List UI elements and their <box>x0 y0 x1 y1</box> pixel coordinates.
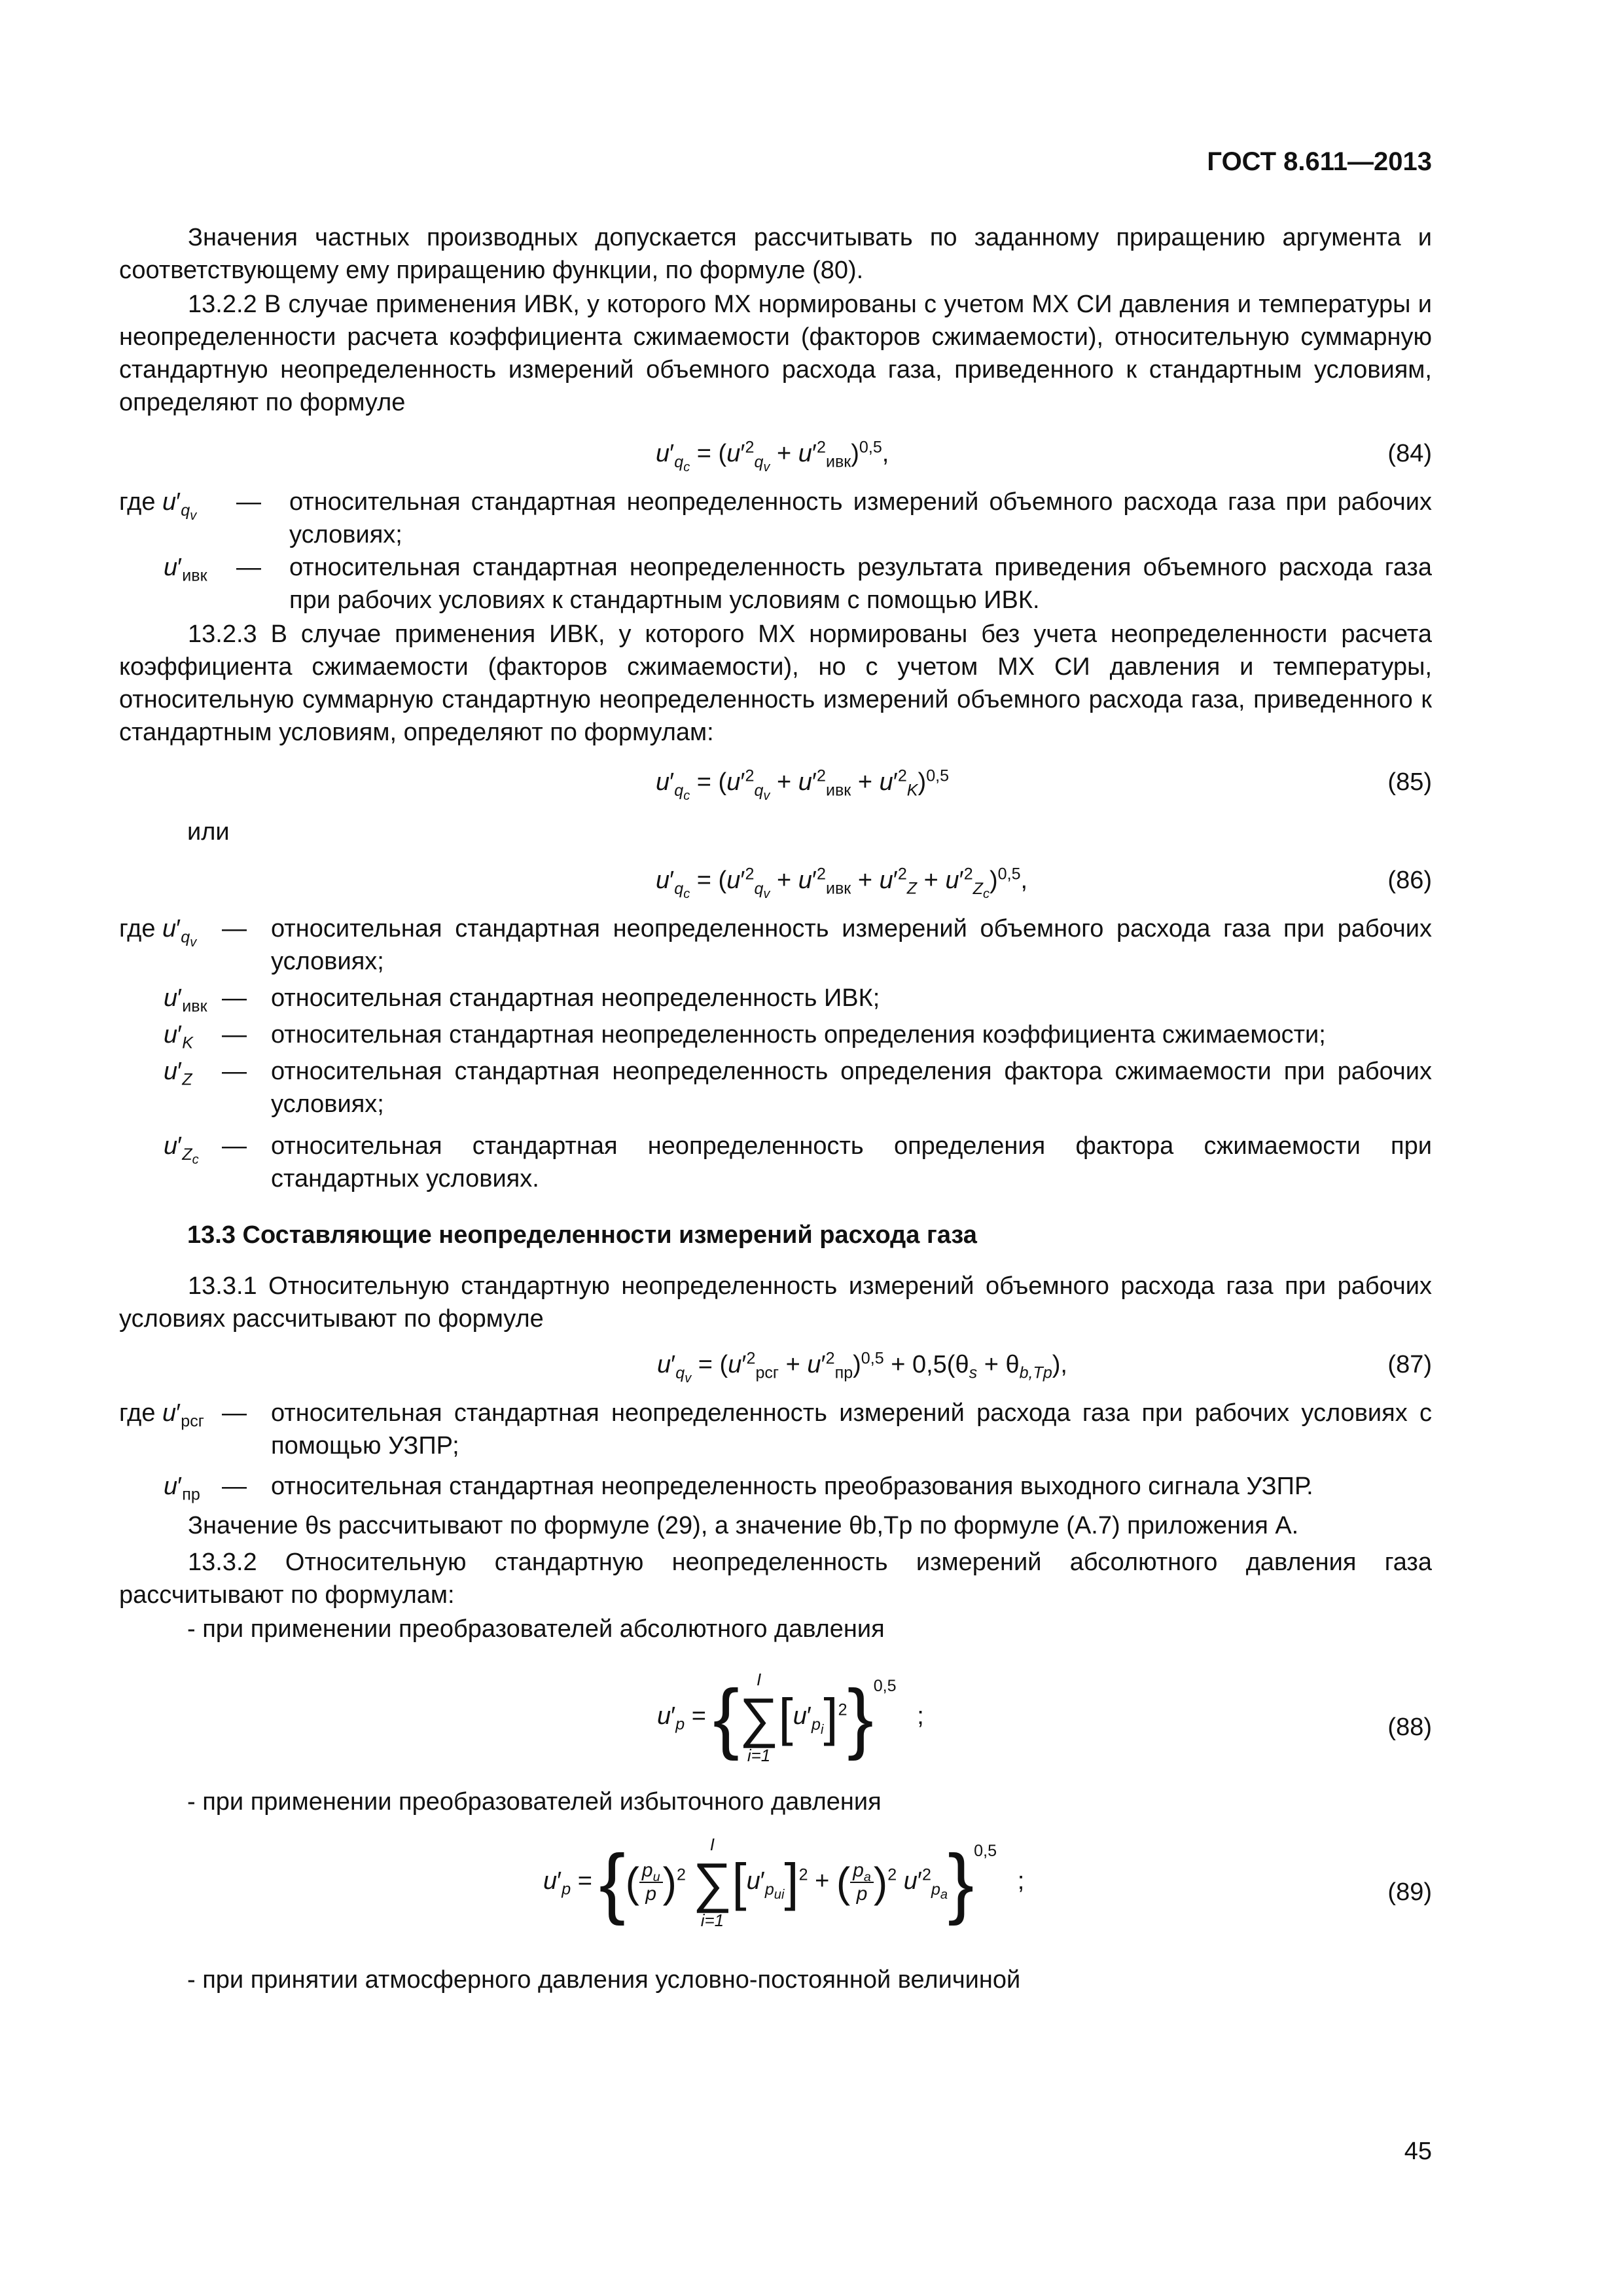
where-text-uqv: относительная стандартная неопределенность измерений объемного расхода газа при рабочих условиях; <box>289 488 1432 548</box>
em-dash: — <box>236 488 261 516</box>
paragraph-13-3-2: 13.3.2 Относительную стандартную неопределенность измерений абсолютного давления газа рассчитывают по формулам: <box>119 1549 1432 1609</box>
formula-87-number: (87) <box>1387 1351 1432 1378</box>
page-number: 45 <box>1404 2138 1432 2165</box>
section-title-13-3: 13.3 Составляющие неопределенности измерений расхода газа <box>187 1221 977 1249</box>
em-dash: — <box>222 984 247 1012</box>
where-text-uivk: относительная стандартная неопределенность ИВК; <box>271 984 880 1012</box>
formula-84-number: (84) <box>1387 440 1432 467</box>
where-label-upr: $u'_{пр}$ <box>164 1473 200 1504</box>
where-label-uzc: $u'_{Z_c}$ <box>164 1132 199 1167</box>
bullet-atmospheric-pressure: - при принятии атмосферного давления условно-постоянной величиной <box>187 1966 1021 1994</box>
paragraph-intro: Значения частных производных допускается рассчитывать по заданному приращению аргумента и соответствующему ему приращению функции, по формуле (80). <box>119 224 1432 284</box>
formula-89-number: (89) <box>1387 1878 1432 1906</box>
formula-88: $u'_p$ = { I ∑ i=1 $[u'_{p_i}]^2\}^{0,5}$ ; <box>657 1670 924 1765</box>
where-label-uqv: где $u'_{q_v}$ <box>119 915 197 950</box>
em-dash: — <box>222 1399 247 1427</box>
where-label-ursg: где $u'_{рсг}$ <box>119 1399 204 1431</box>
formula-85: $u'_{q_c} = (u'^2_{q_v} + u'^2_{ивк} + u'^2_K)^{0,5}$ <box>656 766 950 803</box>
em-dash: — <box>236 554 261 581</box>
formula-85-number: (85) <box>1387 768 1432 796</box>
paragraph-13-3-1: 13.3.1 Относительную стандартную неопределенность измерений объемного расхода газа при рабочих условиях рассчитывают по формуле <box>119 1272 1432 1333</box>
where-list-2 <box>119 912 1432 1200</box>
formula-86-number: (86) <box>1387 867 1432 894</box>
formula-88-number: (88) <box>1387 1713 1432 1741</box>
bullet-absolute-pressure: - при применении преобразователей абсолютного давления <box>187 1615 885 1643</box>
where-label-uk: $u'_K$ <box>164 1021 193 1052</box>
em-dash: — <box>222 1058 247 1085</box>
formula-84: $u'_{q_c} = (u'^2_{q_v} + u'^2_{ивк})^{0,5}$, <box>656 438 889 475</box>
where-text-upr: относительная стандартная неопределенность преобразования выходного сигнала УЗПР. <box>271 1473 1313 1500</box>
where-text-uk: относительная стандартная неопределенность определения коэффициента сжимаемости; <box>271 1021 1326 1049</box>
where-text-uqv: относительная стандартная неопределенность измерений объемного расхода газа при рабочих условиях; <box>271 915 1432 975</box>
where-label-uivk: $u'_{ивк}$ <box>164 554 207 585</box>
paragraph-13-2-2: 13.2.2 В случае применения ИВК, у которого МХ нормированы с учетом МХ СИ давления и температуры и неопределенности расчета коэффициента сжимаемости (факторов сжимаемости), относительную суммарную стандартную неопределенность измерений объемного расхода газа, приведенного к стандартным условиям, определяют по формуле <box>119 291 1432 416</box>
em-dash: — <box>222 1473 247 1500</box>
where-list-3 <box>119 1397 1432 1521</box>
formula-87: $u'_{q_v} = (u'^2_{рсг} + u'^2_{пр})^{0,5} + 0,5(\theta_s + \theta_{b,Tp})$, <box>657 1349 1067 1386</box>
em-dash: — <box>222 1021 247 1049</box>
em-dash: — <box>222 915 247 942</box>
where-label-uqv: где $u'_{q_v}$ <box>119 488 197 523</box>
formula-86: $u'_{q_c} = (u'^2_{q_v} + u'^2_{ивк} + u'^2_Z + u'^2_{Z_c})^{0,5}$, <box>656 865 1028 901</box>
where-list-1 <box>119 486 1432 617</box>
or-word: или <box>187 818 230 846</box>
formula-89: $u'_p$ = {( $\frac{p_и}{p}$ )$^2$ I ∑ i=1 $[u'_{p_{иi}}]^2$ + ( $\frac{p_а}{p}$ )$^2$ $u'^2_{p_а}\}^{0,5}$ ; <box>543 1835 1025 1930</box>
where-text-uzc: относительная стандартная неопределенность определения фактора сжимаемости при стандартных условиях. <box>271 1132 1432 1193</box>
where-text-uivk: относительная стандартная неопределенность результата приведения объемного расхода газа при рабочих условиях к стандартным условиям с помощью ИВК. <box>289 554 1432 614</box>
em-dash: — <box>222 1132 247 1160</box>
where-label-uivk: $u'_{ивк}$ <box>164 984 207 1016</box>
where-text-uz: относительная стандартная неопределенность определения фактора сжимаемости при рабочих условиях; <box>271 1058 1432 1118</box>
paragraph-theta: Значение θs рассчитывают по формуле (29), а значение θb,Tp по формуле (А.7) приложения А. <box>188 1512 1299 1539</box>
paragraph-13-2-3: 13.2.3 В случае применения ИВК, у которого МХ нормированы без учета неопределенности расчета коэффициента сжимаемости (факторов сжимаемости), но с учетом МХ СИ давления и температуры, относительную суммарную стандартную неопределенность измерений объемного расхода газа, приведенного к стандартным условиям, определяют по формулам: <box>119 620 1432 746</box>
where-text-ursg: относительная стандартная неопределенность измерений расхода газа при рабочих условиях с помощью УЗПР; <box>271 1399 1432 1460</box>
bullet-gauge-pressure: - при применении преобразователей избыточного давления <box>187 1788 882 1816</box>
where-label-uz: $u'_Z$ <box>164 1058 192 1089</box>
standard-header: ГОСТ 8.611—2013 <box>1207 147 1432 176</box>
